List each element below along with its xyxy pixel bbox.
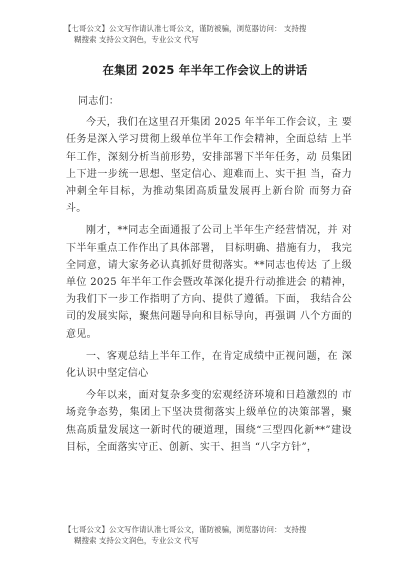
page-header-watermark — [64, 23, 364, 45]
section-heading-1: 一、客观总结上半年工作，在肯定成绩中正视问题，在 深化认识中坚定信心 — [66, 350, 352, 380]
paragraph-1: 今天，我们在这里召开集团 2025 年半年工作会议，主 要任务是深入学习贯彻上级单位半年工作会精神，全面总结 上半年工作，深刻分析当前形势，安排部署下半年任务，动 员集团上下进一步统一思想、坚定信心、迎难而上、实干担 当，奋力冲刺全年目标，为推动集团高质量发展再上新台阶 而努力奋斗。 — [66, 117, 352, 215]
salutation: 同志们： — [78, 96, 120, 107]
paragraph-2: 刚才，**同志全面通报了公司上半年生产经营情况，并 对下半年重点工作作出了具体部署， 目标明确、措施有力， 我完全同意，请大家务必认真抓好贯彻落实。**同志也传达 了上级单位 2025 年半年工作会暨改革深化提升行动推进会 的精神，为我们下一步工作指明了方向、提供了遵循。下面， 我结合公司的发展实际，聚焦问题导向和目标导向，再强调 八个方面的意见。 — [66, 225, 352, 340]
header-line-1: 【七哥公文】公文写作请认准七哥公文，谨防被骗，浏览器访问： 支持搜 — [64, 24, 307, 33]
header-line-2: 糊搜索 支持公文润色，专业公文 代写 — [74, 35, 199, 44]
page-footer-watermark — [64, 524, 364, 546]
document-title: 在集团 2025 年半年工作会议上的讲话 — [102, 63, 308, 77]
footer-line-2: 糊搜索 支持公文润色，专业公文 代写 — [74, 536, 199, 545]
footer-line-1: 【七哥公文】公文写作请认准七哥公文，谨防被骗，浏览器访问： 支持搜 — [64, 525, 307, 534]
document-body — [66, 93, 352, 456]
paragraph-3: 今年以来，面对复杂多变的宏观经济环境和日趋激烈的 市场竞争态势，集团上下坚决贯彻落实上级单位的决策部署，聚焦高质量发展这一新时代的硬道理，围绕“三型四化新**”建设目标，全面落实守正、创新、实干、担当 “八字方针”， — [66, 390, 352, 453]
